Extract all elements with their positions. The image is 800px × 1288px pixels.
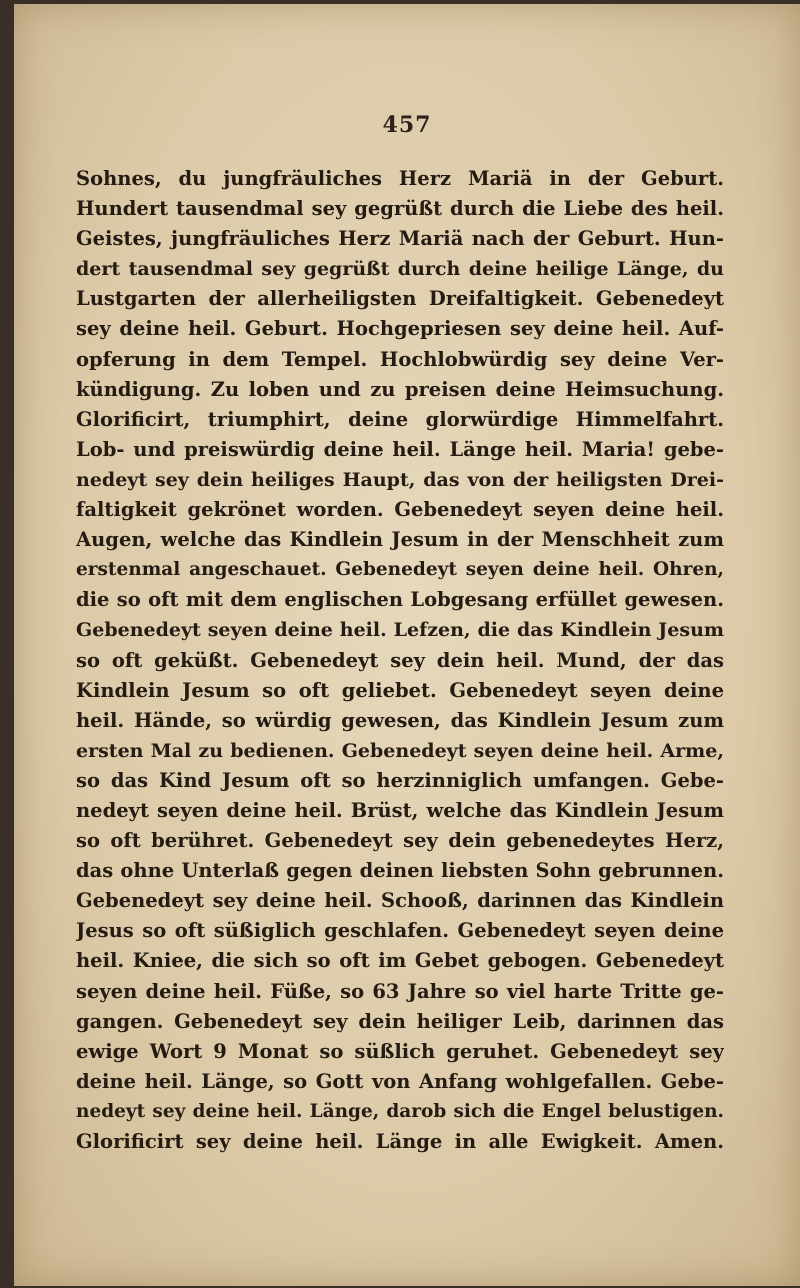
text-line: Kindlein Jesum so oft geliebet. Gebenedeyt seyen deine <box>76 678 724 702</box>
book-page <box>14 4 800 1286</box>
text-line: ersten Mal zu bedienen. Gebenedeyt seyen deine heil. Arme, <box>76 739 724 762</box>
text-line: so das Kind Jesum oft so herzinniglich umfangen. Gebe- <box>76 768 724 792</box>
text-line: heil. Kniee, die sich so oft im Gebet gebogen. Gebenedeyt <box>76 949 724 973</box>
text-line: Gebenedeyt sey deine heil. Schooß, darinnen das Kindlein <box>76 889 724 913</box>
text-line: Lob- und preiswürdig deine heil. Länge heil. Maria! gebe- <box>76 437 724 461</box>
text-line: Jesus so oft süßiglich geschlafen. Gebenedeyt seyen deine <box>76 919 724 943</box>
text-line: seyen deine heil. Füße, so 63 Jahre so viel harte Tritte ge- <box>76 979 724 1003</box>
text-line: das ohne Unterlaß gegen deinen liebsten Sohn gebrunnen. <box>76 859 724 883</box>
text-line: Augen, welche das Kindlein Jesum in der Menschheit zum <box>76 528 724 552</box>
text-line: ewige Wort 9 Monat so süßlich geruhet. Gebenedeyt sey <box>76 1039 724 1063</box>
text-line: opferung in dem Tempel. Hochlobwürdig sey deine Ver- <box>76 347 724 371</box>
text-line: faltigkeit gekrönet worden. Gebenedeyt seyen deine heil. <box>76 498 724 522</box>
text-line: so oft geküßt. Gebenedeyt sey dein heil. Mund, der das <box>76 648 724 672</box>
text-line: kündigung. Zu loben und zu preisen deine Heimsuchung. <box>76 377 724 401</box>
text-line: Glorificirt, triumphirt, deine glorwürdige Himmelfahrt. <box>76 407 724 431</box>
text-line: dert tausendmal sey gegrüßt durch deine heilige Länge, du <box>76 258 724 281</box>
text-line: so oft berühret. Gebenedeyt sey dein gebenedeytes Herz, <box>76 829 724 853</box>
text-line: nedeyt sey deine heil. Länge, darob sich die Engel belustigen. <box>76 1100 724 1122</box>
text-line: Lustgarten der allerheiligsten Dreifaltigkeit. Gebenedeyt <box>76 287 724 311</box>
text-line: Gebenedeyt seyen deine heil. Lefzen, die das Kindlein Jesum <box>76 619 724 642</box>
text-line: erstenmal angeschauet. Gebenedeyt seyen deine heil. Ohren, <box>76 559 724 581</box>
text-line: deine heil. Länge, so Gott von Anfang wohlgefallen. Gebe- <box>76 1069 724 1093</box>
body-text <box>76 164 724 1157</box>
text-line: nedeyt seyen deine heil. Brüst, welche das Kindlein Jesum <box>76 798 724 822</box>
text-line: Hundert tausendmal sey gegrüßt durch die Liebe des heil. <box>76 197 724 221</box>
text-line: gangen. Gebenedeyt sey dein heiliger Leib, darinnen das <box>76 1009 724 1033</box>
text-line: Geistes, jungfräuliches Herz Mariä nach der Geburt. Hun- <box>76 227 724 251</box>
text-line: nedeyt sey dein heiliges Haupt, das von der heiligsten Drei- <box>76 468 724 491</box>
text-line: sey deine heil. Geburt. Hochgepriesen sey deine heil. Auf- <box>76 317 724 341</box>
text-line: heil. Hände, so würdig gewesen, das Kindlein Jesum zum <box>76 708 724 732</box>
page-number: 457 <box>382 112 432 138</box>
text-line: die so oft mit dem englischen Lobgesang erfüllet gewesen. <box>76 588 724 612</box>
text-line: Glorificirt sey deine heil. Länge in alle Ewigkeit. Amen. <box>76 1130 724 1153</box>
text-line: Sohnes, du jungfräuliches Herz Mariä in der Geburt. <box>76 167 724 190</box>
